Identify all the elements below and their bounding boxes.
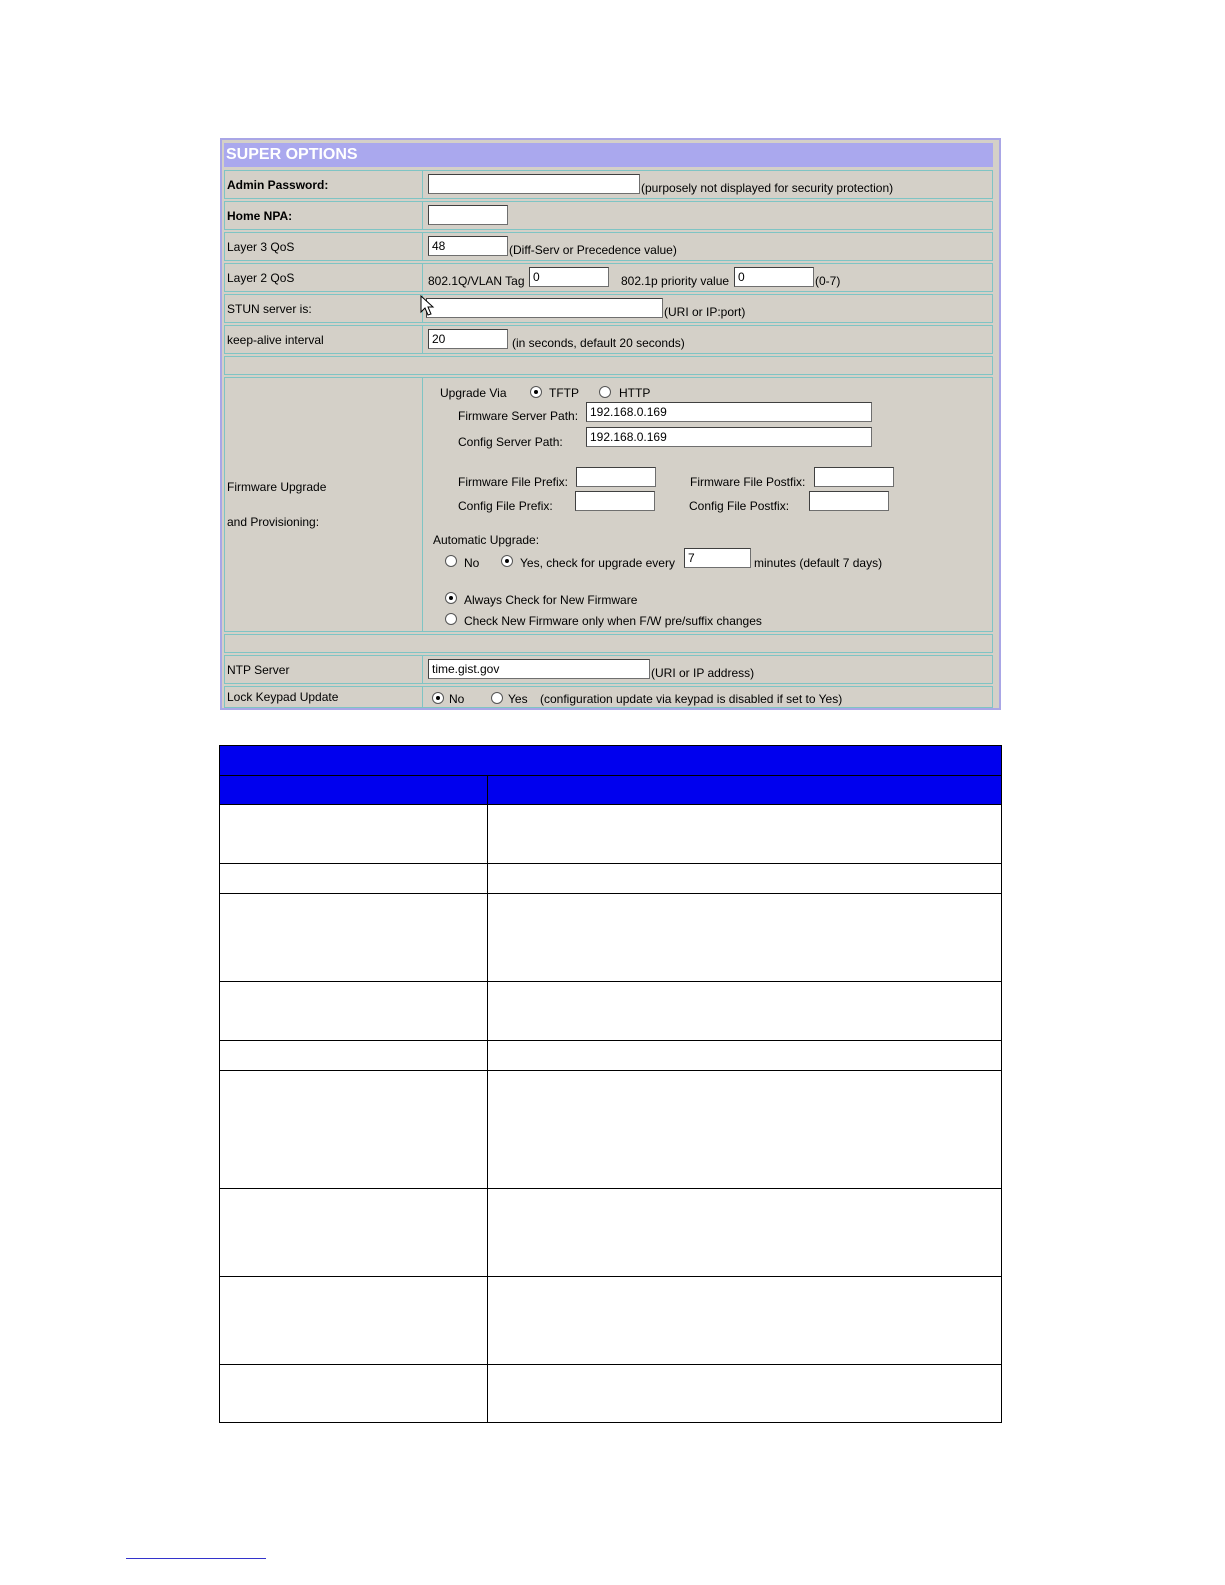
ntp-server-label: NTP Server bbox=[225, 656, 423, 683]
firmware-label-line1: Firmware Upgrade bbox=[227, 479, 327, 494]
auto-upgrade-no-radio[interactable] bbox=[445, 555, 457, 567]
table-row bbox=[220, 805, 1002, 864]
table-row bbox=[220, 1071, 1002, 1188]
lock-keypad-yes-label: Yes bbox=[508, 692, 528, 706]
table-row bbox=[220, 864, 1002, 894]
table-row bbox=[220, 1188, 1002, 1276]
check-on-change-label: Check New Firmware only when F/W pre/suffix changes bbox=[464, 614, 762, 628]
table-cell bbox=[220, 1041, 488, 1071]
table-cell bbox=[220, 1071, 488, 1188]
cfg-server-path-input[interactable]: 192.168.0.169 bbox=[586, 427, 872, 447]
row-ntp-server bbox=[224, 655, 993, 684]
ntp-server-input[interactable]: time.gist.gov bbox=[428, 659, 650, 679]
layer3-qos-note: (Diff-Serv or Precedence value) bbox=[509, 243, 677, 257]
table-cell bbox=[488, 1276, 1002, 1364]
row-lock-keypad bbox=[224, 686, 993, 708]
admin-password-note: (purposely not displayed for security protection) bbox=[641, 181, 894, 195]
layer3-qos-label: Layer 3 QoS bbox=[225, 233, 423, 260]
layer2-qos-label: Layer 2 QoS bbox=[225, 264, 423, 291]
table-cell bbox=[220, 1276, 488, 1364]
table-row bbox=[220, 1041, 1002, 1071]
cfg-server-path-label: Config Server Path: bbox=[458, 435, 563, 449]
upgrade-via-label: Upgrade Via bbox=[440, 386, 507, 400]
cfg-postfix-label: Config File Postfix: bbox=[689, 499, 790, 513]
ntp-server-note: (URI or IP address) bbox=[651, 666, 755, 680]
row-layer2-qos bbox=[224, 263, 993, 292]
vlan-tag-label: 802.1Q/VLAN Tag bbox=[428, 274, 525, 288]
table-cell bbox=[220, 1364, 488, 1422]
row-layer3-qos bbox=[224, 232, 993, 261]
always-check-radio[interactable] bbox=[445, 592, 457, 604]
fw-prefix-label: Firmware File Prefix: bbox=[458, 475, 569, 489]
upgrade-minutes-note: minutes (default 7 days) bbox=[754, 556, 883, 570]
table-row bbox=[220, 1364, 1002, 1422]
table-title-cell bbox=[220, 746, 1002, 776]
super-options-screenshot bbox=[220, 138, 1001, 710]
cfg-prefix-label: Config File Prefix: bbox=[458, 499, 553, 513]
upgrade-http-radio[interactable] bbox=[599, 386, 611, 398]
table-row bbox=[220, 894, 1002, 982]
fw-server-path-input[interactable]: 192.168.0.169 bbox=[586, 402, 872, 422]
firmware-upgrade-label bbox=[225, 378, 423, 631]
table-cell bbox=[488, 864, 1002, 894]
upgrade-tftp-radio[interactable] bbox=[530, 386, 542, 398]
table-cell bbox=[220, 894, 488, 982]
panel-title: SUPER OPTIONS bbox=[224, 143, 993, 167]
stun-server-label: STUN server is: bbox=[225, 295, 423, 322]
auto-upgrade-yes-radio[interactable] bbox=[501, 555, 513, 567]
description-table bbox=[219, 745, 1002, 1423]
priority-range-note: (0-7) bbox=[815, 274, 841, 288]
fw-postfix-input[interactable] bbox=[814, 467, 894, 487]
cfg-postfix-input[interactable] bbox=[809, 491, 889, 511]
table-cell bbox=[220, 864, 488, 894]
row-home-npa bbox=[224, 201, 993, 230]
table-cell bbox=[488, 1188, 1002, 1276]
lock-keypad-label: Lock Keypad Update bbox=[225, 687, 423, 707]
table-header-cell bbox=[220, 776, 488, 805]
fw-postfix-label: Firmware File Postfix: bbox=[690, 475, 806, 489]
table-header-row bbox=[220, 776, 1002, 805]
row-keepalive bbox=[224, 325, 993, 354]
firmware-label-line2: and Provisioning: bbox=[227, 514, 320, 529]
vlan-tag-input[interactable]: 0 bbox=[529, 267, 609, 287]
table-cell bbox=[488, 982, 1002, 1041]
table-header-cell bbox=[488, 776, 1002, 805]
lock-keypad-no-label: No bbox=[449, 692, 465, 706]
upgrade-http-label: HTTP bbox=[619, 386, 651, 400]
footer-link-underline bbox=[126, 1558, 266, 1559]
row-stun-server bbox=[224, 294, 993, 323]
table-cell bbox=[220, 805, 488, 864]
priority-value-input[interactable]: 0 bbox=[734, 267, 814, 287]
row-firmware-upgrade bbox=[224, 377, 993, 632]
fw-server-path-label: Firmware Server Path: bbox=[458, 409, 579, 423]
stun-server-note: (URI or IP:port) bbox=[664, 305, 746, 319]
keepalive-label: keep-alive interval bbox=[225, 326, 423, 353]
upgrade-minutes-input[interactable]: 7 bbox=[684, 548, 751, 568]
priority-value-label: 802.1p priority value bbox=[621, 274, 730, 288]
check-on-change-radio[interactable] bbox=[445, 613, 457, 625]
row-spacer-2 bbox=[224, 634, 993, 653]
cfg-prefix-input[interactable] bbox=[575, 491, 655, 511]
table-cell bbox=[220, 982, 488, 1041]
auto-upgrade-label: Automatic Upgrade: bbox=[433, 533, 540, 547]
lock-keypad-no-radio[interactable] bbox=[432, 692, 444, 704]
fw-prefix-input[interactable] bbox=[576, 467, 656, 487]
always-check-label: Always Check for New Firmware bbox=[464, 593, 638, 607]
stun-server-input[interactable] bbox=[426, 298, 663, 318]
table-row bbox=[220, 982, 1002, 1041]
layer3-qos-input[interactable]: 48 bbox=[428, 236, 508, 256]
table-row bbox=[220, 1276, 1002, 1364]
auto-upgrade-yes-label: Yes, check for upgrade every bbox=[520, 556, 675, 570]
home-npa-input[interactable] bbox=[428, 205, 508, 225]
keepalive-input[interactable]: 20 bbox=[428, 329, 508, 349]
table-cell bbox=[488, 894, 1002, 982]
row-admin-password bbox=[224, 170, 993, 199]
keepalive-note: (in seconds, default 20 seconds) bbox=[512, 336, 685, 350]
admin-password-label: Admin Password: bbox=[225, 171, 423, 198]
table-title-row bbox=[220, 746, 1002, 776]
table-cell bbox=[488, 1364, 1002, 1422]
table-cell bbox=[488, 805, 1002, 864]
lock-keypad-yes-radio[interactable] bbox=[491, 692, 503, 704]
admin-password-input[interactable] bbox=[428, 174, 640, 194]
home-npa-label: Home NPA: bbox=[225, 202, 423, 229]
mouse-pointer-icon bbox=[420, 295, 436, 317]
lock-keypad-note: (configuration update via keypad is disabled if set to Yes) bbox=[540, 692, 843, 706]
upgrade-tftp-label: TFTP bbox=[549, 386, 579, 400]
table-cell bbox=[220, 1188, 488, 1276]
table-cell bbox=[488, 1041, 1002, 1071]
auto-upgrade-no-label: No bbox=[464, 556, 480, 570]
table-cell bbox=[488, 1071, 1002, 1188]
row-spacer bbox=[224, 356, 993, 375]
